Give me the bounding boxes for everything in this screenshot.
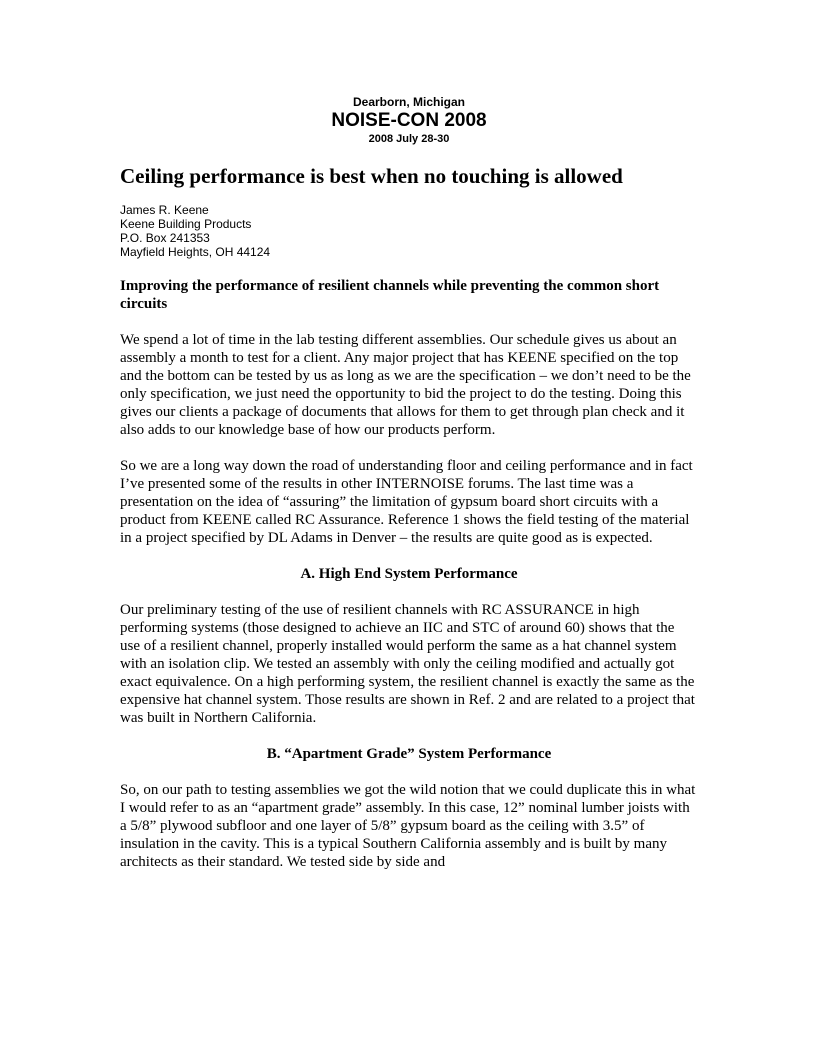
intro-paragraph-2: So we are a long way down the road of understanding floor and ceiling performance and in fact I’ve presented some of the results in other INTERNOISE forums. The last time was a presentation on the idea of “assuring” the limitation of gypsum board short circuits with a product from KEENE called RC Assurance. Reference 1 shows the field testing of the material in a project specified by DL Adams in Denver – the results are quite good as is expected. <box>120 458 693 546</box>
author-block <box>120 203 698 259</box>
document-page <box>120 95 698 871</box>
author-city: Mayfield Heights, OH 44124 <box>120 245 271 259</box>
conference-name: NOISE-CON 2008 <box>331 110 487 131</box>
intro-paragraph-1: We spend a lot of time in the lab testing different assemblies. Our schedule gives us about an assembly a month to test for a client. Any major project that has KEENE specified on the top and the bottom can be tested by us as long as we are the specification – we don’t need to be the only specification, we just need the opportunity to bid the project to do the testing. Doing this gives our clients a package of documents that allows for them to get through plan check and it also adds to our knowledge base of how our products perform. <box>120 332 691 438</box>
section-a-paragraph: Our preliminary testing of the use of resilient channels with RC ASSURANCE in high performing systems (those designed to achieve an IIC and STC of around 60) shows that the use of a resilient channel, properly installed would perform the same as a hat channel system with an isolation clip. We tested an assembly with only the ceiling modified and actually got exact equivalence. On a high performing system, the resilient channel is exactly the same as the expensive hat channel system. Those results are shown in Ref. 2 and are related to a project that was built in Northern California. <box>120 602 695 726</box>
conference-dates: 2008 July 28-30 <box>368 133 450 145</box>
paper-subtitle: Improving the performance of resilient channels while preventing the common short circuits <box>120 278 660 312</box>
section-b-paragraph: So, on our path to testing assemblies we got the wild notion that we could duplicate this in what I would refer to as an “apartment grade” assembly. In this case, 12” nominal lumber joists with a 5/8” plywood subfloor and one layer of 5/8” gypsum board as the ceiling with 3.5” of insulation in the cavity. This is a typical Southern California assembly and is built by many architects as their standard. We tested side by side and <box>120 782 696 870</box>
section-a-heading: A. High End System Performance <box>300 566 518 582</box>
author-name: James R. Keene <box>120 203 209 217</box>
author-company: Keene Building Products <box>120 217 252 231</box>
author-po-box: P.O. Box 241353 <box>120 231 210 245</box>
section-b-heading: B. “Apartment Grade” System Performance <box>266 746 552 762</box>
conference-location: Dearborn, Michigan <box>352 95 465 109</box>
conference-header <box>120 95 698 146</box>
paper-title: Ceiling performance is best when no touching is allowed <box>120 164 623 188</box>
